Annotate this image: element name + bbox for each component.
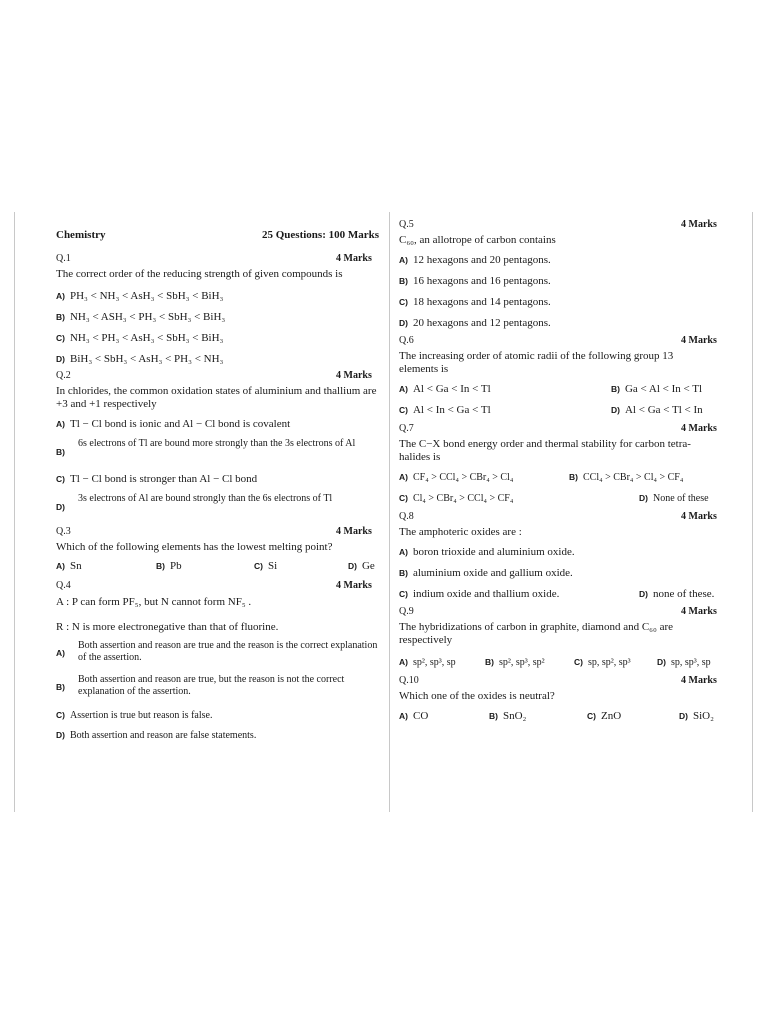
option-text: CF₄ > CCl₄ > CBr₄ > Cl₄ [412, 472, 514, 483]
option-label: D) [611, 405, 620, 415]
option-text: ZnO [600, 710, 622, 722]
option-label: A) [56, 291, 65, 301]
option-label: A) [56, 419, 65, 429]
option-text: SnO₂ [502, 710, 527, 722]
option-label: D) [679, 711, 688, 721]
option-label: D) [348, 561, 357, 571]
option-label: B) [569, 472, 578, 482]
option-label: A) [56, 648, 65, 658]
option-text: CO [412, 710, 429, 722]
subject-title: Chemistry [56, 229, 106, 241]
option-label: A) [399, 547, 408, 557]
option-text: Pb [169, 560, 182, 572]
option-text: NH₃ < PH₃ < AsH₃ < SbH₃ < BiH₃ [69, 332, 224, 344]
option-d[interactable] [56, 353, 223, 366]
option-text: SiO₂ [692, 710, 714, 722]
option-label: D) [639, 493, 648, 503]
option-a[interactable] [399, 656, 456, 669]
option-text: sp, sp², sp³ [587, 657, 631, 668]
question-text: The C−X bond energy order and thermal stability for carbon tetra-halides is [399, 438, 691, 463]
question-text: The correct order of the reducing strength of given compounds is [56, 268, 343, 280]
option-a[interactable] [56, 560, 82, 573]
question-text: Which one of the oxides is neutral? [399, 690, 555, 702]
option-label: D) [657, 657, 666, 667]
question-marks: 4 Marks [681, 675, 717, 686]
option-label: A) [399, 657, 408, 667]
option-a[interactable] [399, 254, 551, 267]
option-text: Si [267, 560, 278, 572]
option-text: Ge [361, 560, 375, 572]
question-marks: 4 Marks [336, 526, 372, 537]
option-label: B) [489, 711, 498, 721]
question-number: Q.5 [399, 219, 414, 230]
question-number: Q.6 [399, 335, 414, 346]
option-c[interactable] [587, 710, 621, 723]
option-label: B) [399, 276, 408, 286]
exam-summary: 25 Questions: 100 Marks [262, 229, 380, 241]
option-b[interactable] [569, 471, 683, 484]
option-text: Tl − Cl bond is stronger than Al − Cl bond [69, 473, 258, 485]
reason-text: R : N is more electronegative than that of fluorine. [56, 621, 279, 633]
option-label: B) [611, 384, 620, 394]
option-label: B) [56, 447, 65, 457]
question-number: Q.8 [399, 511, 414, 522]
option-c[interactable] [399, 296, 551, 309]
option-a[interactable] [56, 290, 223, 303]
question-sheet [44, 212, 729, 812]
question-marks: 4 Marks [681, 606, 717, 617]
option-d[interactable] [611, 404, 703, 417]
question-number: Q.1 [56, 253, 71, 264]
option-d[interactable] [348, 560, 375, 573]
option-b[interactable] [56, 311, 225, 324]
question-number: Q.10 [399, 675, 419, 686]
option-a[interactable] [56, 418, 290, 431]
option-label: C) [399, 297, 408, 307]
question-text: Which of the following elements has the lowest melting point? [56, 541, 333, 553]
option-text: aluminium oxide and gallium oxide. [412, 567, 573, 579]
option-text: Al < Ga < Tl < In [624, 404, 703, 416]
question-text: The amphoteric oxides are : [399, 526, 522, 538]
option-label: A) [399, 472, 408, 482]
left-border [14, 212, 15, 812]
option-text: 6s electrons of Tl are bound more strongly than the 3s electrons of Al [78, 438, 356, 449]
option-text: Both assertion and reason are true, but the reason is not the correct explanation of the assertion. [78, 674, 345, 697]
option-label: B) [56, 312, 65, 322]
option-c[interactable] [399, 492, 513, 505]
question-text: In chlorides, the common oxidation states of aluminium and thallium are +3 and +1 respectively [56, 385, 377, 410]
option-label: C) [254, 561, 263, 571]
option-label: C) [56, 710, 65, 720]
option-c[interactable] [254, 560, 277, 573]
option-d[interactable] [399, 317, 551, 330]
option-label: C) [56, 474, 65, 484]
option-text: 12 hexagons and 20 pentagons. [412, 254, 551, 266]
option-text: None of these [652, 493, 709, 504]
option-label: C) [574, 657, 583, 667]
option-label: D) [399, 318, 408, 328]
question-text: C₆₀, an allotrope of carbon contains [399, 234, 556, 246]
question-marks: 4 Marks [681, 511, 717, 522]
option-d[interactable] [639, 588, 714, 601]
option-c[interactable] [56, 332, 223, 345]
option-text: NH₃ < ASH₃ < PH₃ < SbH₃ < BiH₃ [69, 311, 226, 323]
option-text: Sn [69, 560, 82, 572]
question-number: Q.9 [399, 606, 414, 617]
option-label: B) [399, 568, 408, 578]
option-label: B) [156, 561, 165, 571]
option-text: BiH₃ < SbH₃ < AsH₃ < PH₃ < NH₃ [69, 353, 224, 365]
option-b[interactable] [399, 567, 573, 580]
question-marks: 4 Marks [681, 219, 717, 230]
option-label: D) [639, 589, 648, 599]
option-label: D) [56, 730, 65, 740]
option-text: indium oxide and thallium oxide. [412, 588, 560, 600]
option-b[interactable] [611, 383, 702, 396]
option-text: boron trioxide and aluminium oxide. [412, 546, 575, 558]
option-text: sp², sp³, sp² [498, 657, 545, 668]
right-border [752, 212, 753, 812]
option-a[interactable] [399, 710, 428, 723]
option-a[interactable] [399, 546, 575, 559]
option-label: A) [399, 384, 408, 394]
option-b[interactable] [399, 275, 551, 288]
option-text: Cl₄ > CBr₄ > CCl₄ > CF₄ [412, 493, 514, 504]
option-label: A) [399, 255, 408, 265]
option-text: Tl − Cl bond is ionic and Al − Cl bond is covalent [69, 418, 291, 430]
question-marks: 4 Marks [336, 370, 372, 381]
option-c[interactable] [399, 588, 559, 601]
option-text: CCl₄ > CBr₄ > Cl₄ > CF₄ [582, 472, 684, 483]
option-label: D) [56, 502, 65, 512]
question-marks: 4 Marks [336, 253, 372, 264]
option-label: B) [485, 657, 494, 667]
option-d[interactable] [639, 492, 709, 505]
option-text: Al < Ga < In < Tl [412, 383, 491, 395]
question-marks: 4 Marks [336, 580, 372, 591]
option-text: Al < In < Ga < Tl [412, 404, 491, 416]
assertion-text: A : P can form PF₅, but N cannot form NF₅ . [56, 596, 252, 608]
question-number: Q.7 [399, 423, 414, 434]
option-label: C) [56, 333, 65, 343]
question-number: Q.2 [56, 370, 71, 381]
question-marks: 4 Marks [681, 423, 717, 434]
question-text: The hybridizations of carbon in graphite, diamond and C₆₀ are respectively [399, 621, 674, 646]
option-label: A) [56, 561, 65, 571]
option-a[interactable] [399, 471, 513, 484]
option-label: D) [56, 354, 65, 364]
option-label: C) [399, 405, 408, 415]
option-text: Both assertion and reason are false statements. [69, 730, 257, 741]
option-text: 16 hexagons and 16 pentagons. [412, 275, 551, 287]
option-text: Both assertion and reason are true and the reason is the correct explanation of the assertion. [78, 640, 378, 663]
question-text: The increasing order of atomic radii of the following group 13 elements is [399, 350, 674, 375]
option-text: 3s electrons of Al are bound strongly than the 6s electrons of Tl [78, 493, 333, 504]
option-text: sp, sp³, sp [670, 657, 711, 668]
option-text: Ga < Al < In < Tl [624, 383, 703, 395]
option-c[interactable] [56, 473, 257, 486]
question-marks: 4 Marks [681, 335, 717, 346]
option-d[interactable] [56, 729, 256, 742]
option-label: B) [56, 682, 65, 692]
option-c[interactable] [574, 656, 631, 669]
option-text: 18 hexagons and 14 pentagons. [412, 296, 551, 308]
option-text: 20 hexagons and 12 pentagons. [412, 317, 551, 329]
option-label: A) [399, 711, 408, 721]
option-text: sp², sp³, sp [412, 657, 456, 668]
option-label: C) [399, 589, 408, 599]
question-number: Q.4 [56, 580, 71, 591]
option-b[interactable] [156, 560, 182, 573]
option-d[interactable] [679, 710, 714, 723]
option-c[interactable] [56, 709, 212, 722]
option-text: Assertion is true but reason is false. [69, 710, 213, 721]
option-label: C) [587, 711, 596, 721]
option-text: none of these. [652, 588, 715, 600]
option-text: PH₃ < NH₃ < AsH₃ < SbH₃ < BiH₃ [69, 290, 224, 302]
option-b[interactable] [485, 656, 545, 669]
option-c[interactable] [399, 404, 491, 417]
option-d[interactable] [657, 656, 711, 669]
option-a[interactable] [399, 383, 491, 396]
question-number: Q.3 [56, 526, 71, 537]
option-b[interactable] [489, 710, 526, 723]
option-label: C) [399, 493, 408, 503]
